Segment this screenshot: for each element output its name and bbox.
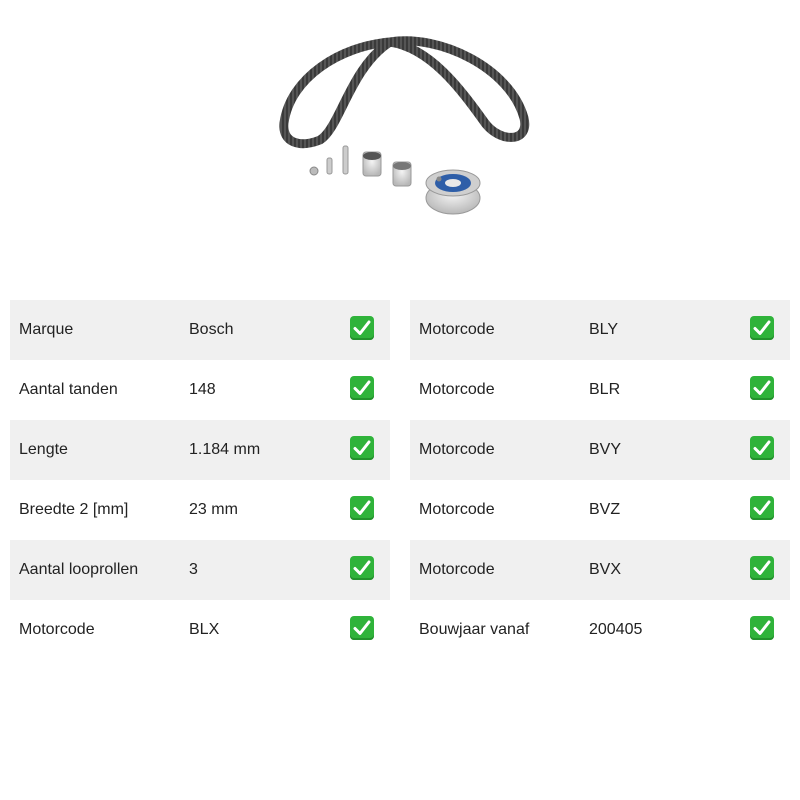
spec-label: Motorcode [419,561,495,578]
spec-value: BLX [189,621,220,638]
spec-row [410,540,790,600]
check-mark-icon [350,436,374,460]
spec-row [10,600,390,660]
check-mark-icon [750,376,774,400]
check-mark-icon [350,496,374,520]
spec-label: Lengte [19,441,68,458]
specs-left-column [10,300,390,660]
spec-value: 148 [189,381,216,398]
spec-value: 23 mm [189,501,238,518]
spec-value: BVX [589,561,622,578]
timing-belt-kit-icon [270,28,540,228]
spec-row [10,480,390,540]
specs-right-column [410,300,790,660]
spec-label: Motorcode [19,621,95,638]
spec-row [10,300,390,360]
spec-value: BVY [589,441,622,458]
product-image [270,28,540,228]
spec-row [10,420,390,480]
check-mark-icon [750,436,774,460]
spec-label: Motorcode [419,441,495,458]
check-mark-icon [750,316,774,340]
spec-label: Breedte 2 [mm] [19,501,129,518]
spec-row [10,360,390,420]
spec-value: 200405 [589,621,643,638]
spec-label: Motorcode [419,321,495,338]
spec-row [410,360,790,420]
spec-label: Motorcode [419,381,495,398]
spec-row [10,540,390,600]
check-mark-icon [350,556,374,580]
spec-value: BLY [589,321,619,338]
check-mark-icon [750,556,774,580]
spec-label: Aantal looprollen [19,561,139,578]
spec-value: Bosch [189,321,234,338]
spec-value: BLR [589,381,621,398]
check-mark-icon [750,616,774,640]
spec-row [410,300,790,360]
check-mark-icon [350,616,374,640]
spec-label: Aantal tanden [19,381,118,398]
spec-value: BVZ [589,501,621,518]
spec-row [410,600,790,660]
spec-label: Marque [19,321,74,338]
specifications-table [10,300,790,660]
spec-label: Bouwjaar vanaf [419,621,530,638]
check-mark-icon [750,496,774,520]
spec-value: 1.184 mm [189,441,261,458]
spec-value: 3 [189,561,198,578]
spec-label: Motorcode [419,501,495,518]
check-mark-icon [350,376,374,400]
spec-row [410,420,790,480]
check-mark-icon [350,316,374,340]
spec-row [410,480,790,540]
